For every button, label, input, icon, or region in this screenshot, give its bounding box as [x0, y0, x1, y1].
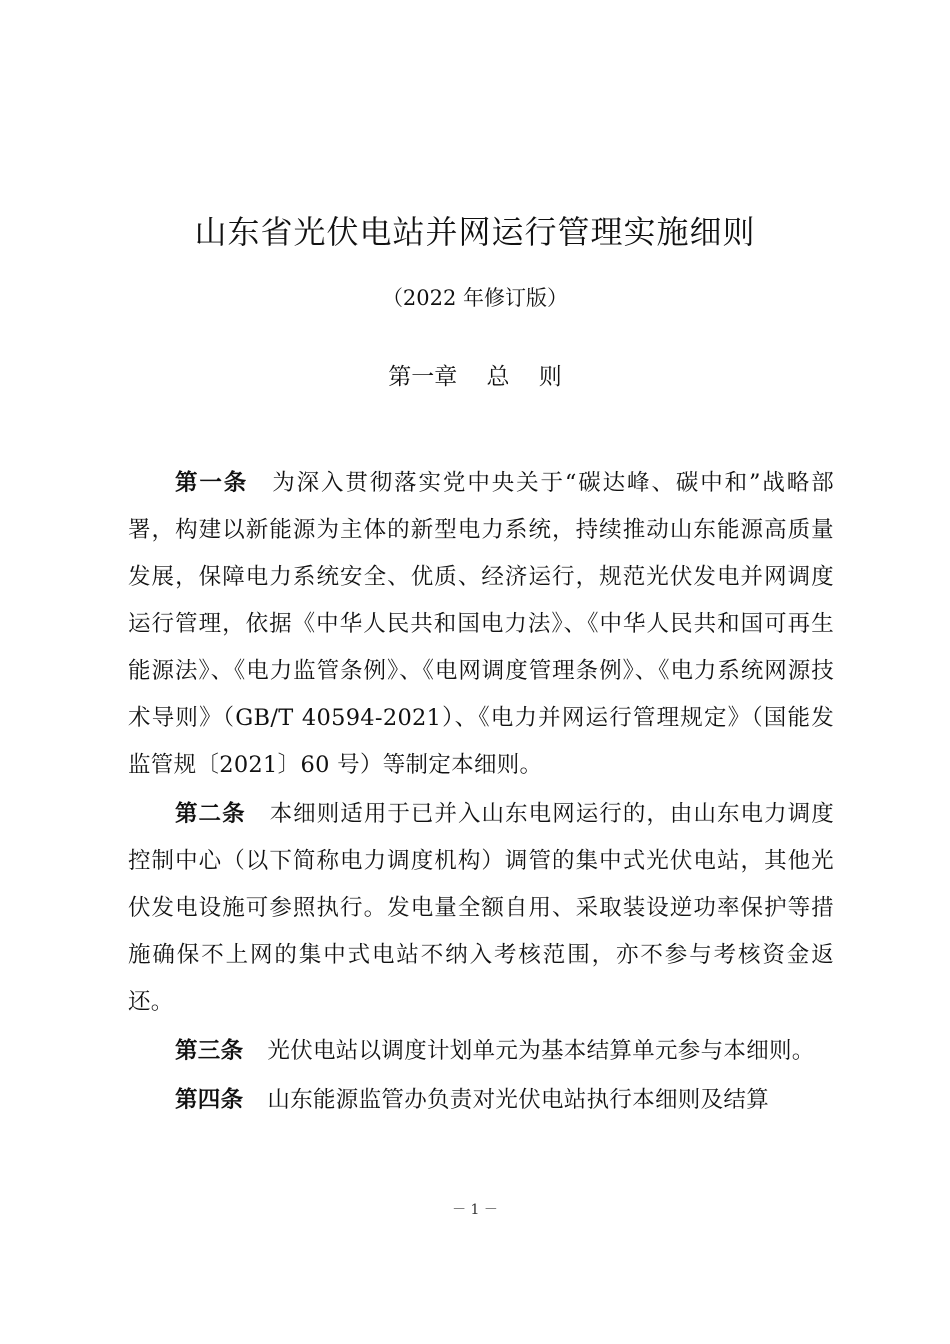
article-text: 光伏电站以调度计划单元为基本结算单元参与本细则。	[267, 1038, 815, 1064]
article-3	[128, 1028, 834, 1075]
article-2	[128, 791, 834, 1026]
article-label: 第四条	[175, 1087, 244, 1113]
article-label: 第一条	[175, 470, 249, 496]
article-label: 第三条	[175, 1038, 244, 1064]
page-number: － 1 －	[452, 1202, 498, 1218]
document-body	[128, 460, 834, 1126]
chapter-title: 第一章 总 则	[388, 364, 562, 390]
article-text: 为深入贯彻落实党中央关于“碳达峰、碳中和”战略部署，构建以新能源为主体的新型电力系统，持续推动山东能源高质量发展，保障电力系统安全、优质、经济运行，规范光伏发电并网调度运行管理，依据《中华人民共和国电力法》、《中华人民共和国可再生能源法》、《电力监管条例》、《电网调度管理条例》、《电力系统网源技术导则》（GB/T 40594-2021）、《电力并网运行管理规定》（国能发监管规〔2021〕60 号）等制定本细则。	[128, 470, 834, 778]
article-label: 第二条	[175, 801, 246, 827]
document-title: 山东省光伏电站并网运行管理实施细则	[194, 213, 756, 251]
document-subtitle: （2022 年修订版）	[381, 286, 569, 310]
article-4	[128, 1077, 834, 1124]
article-1	[128, 460, 834, 789]
article-text: 本细则适用于已并入山东电网运行的，由山东电力调度控制中心（以下简称电力调度机构）调管的集中式光伏电站，其他光伏发电设施可参照执行。发电量全额自用、采取装设逆功率保护等措施确保不上网的集中式电站不纳入考核范围，亦不参与考核资金返还。	[128, 801, 834, 1015]
article-text: 山东能源监管办负责对光伏电站执行本细则及结算	[267, 1087, 770, 1113]
